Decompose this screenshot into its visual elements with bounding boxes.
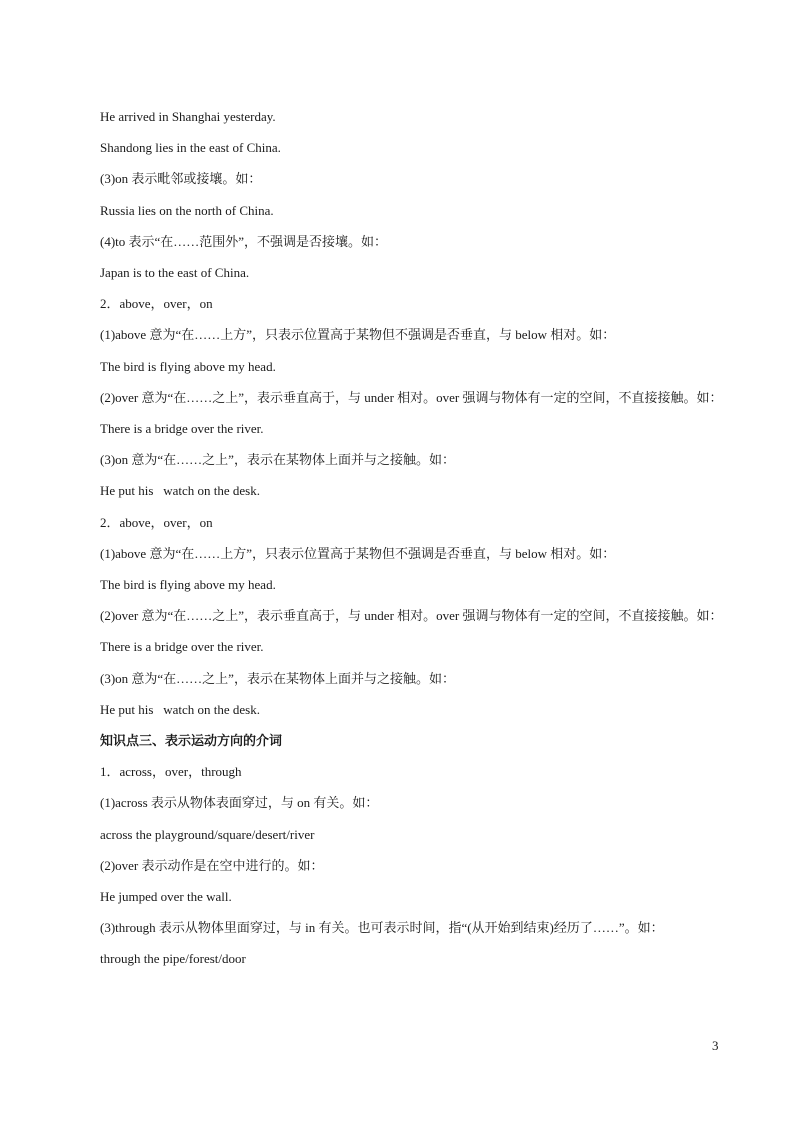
rule-text: (2)over 表示动作是在空中进行的。如：	[100, 857, 324, 873]
rule-text: (3)on 意为“在……之上”，表示在某物体上面并与之接触。如：	[100, 670, 455, 686]
example-sentence: He jumped over the wall.	[100, 889, 232, 905]
example-sentence: Shandong lies in the east of China.	[100, 140, 281, 156]
example-sentence: Japan is to the east of China.	[100, 265, 250, 281]
example-sentence: There is a bridge over the river.	[100, 639, 264, 655]
subsection-title: 2．above，over，on	[100, 514, 213, 530]
rule-text: (2)over 意为“在……之上”，表示垂直高于，与 under 相对。over 强调与物体有一定的空间，不直接接触。如：	[100, 608, 723, 624]
rule-text: (1)above 意为“在……上方”，只表示位置高于某物但不强调是否垂直，与 below 相对。如：	[100, 327, 616, 343]
example-sentence: The bird is flying above my head.	[100, 577, 276, 593]
example-sentence: There is a bridge over the river.	[100, 421, 264, 437]
rule-text: (1)across 表示从物体表面穿过，与 on 有关。如：	[100, 795, 379, 811]
section-heading: 知识点三、表示运动方向的介词	[100, 733, 283, 749]
example-sentence: across the playground/square/desert/river	[100, 826, 315, 842]
example-sentence: He put his watch on the desk.	[100, 483, 260, 499]
rule-text: (2)over 意为“在……之上”，表示垂直高于，与 under 相对。over 强调与物体有一定的空间，不直接接触。如：	[100, 389, 723, 405]
example-sentence: He arrived in Shanghai yesterday.	[100, 109, 276, 124]
subsection-title: 1．across，over，through	[100, 764, 242, 780]
example-sentence: Russia lies on the north of China.	[100, 202, 274, 218]
rule-text: (4)to 表示“在……范围外”，不强调是否接壤。如：	[100, 233, 388, 249]
page-number: 3	[712, 1038, 719, 1053]
rule-text: (3)on 意为“在……之上”，表示在某物体上面并与之接触。如：	[100, 452, 455, 468]
example-sentence: He put his watch on the desk.	[100, 701, 260, 717]
rule-text: (1)above 意为“在……上方”，只表示位置高于某物但不强调是否垂直，与 below 相对。如：	[100, 545, 616, 561]
subsection-title: 2．above，over，on	[100, 296, 213, 312]
rule-text: (3)through 表示从物体里面穿过，与 in 有关。也可表示时间，指“(从开始到结束)经历了……”。如：	[100, 920, 664, 936]
rule-text: (3)on 表示毗邻或接壤。如：	[100, 171, 262, 187]
example-sentence: The bird is flying above my head.	[100, 358, 276, 374]
example-sentence: through the pipe/forest/door	[100, 951, 246, 967]
document-body	[72, 101, 728, 975]
